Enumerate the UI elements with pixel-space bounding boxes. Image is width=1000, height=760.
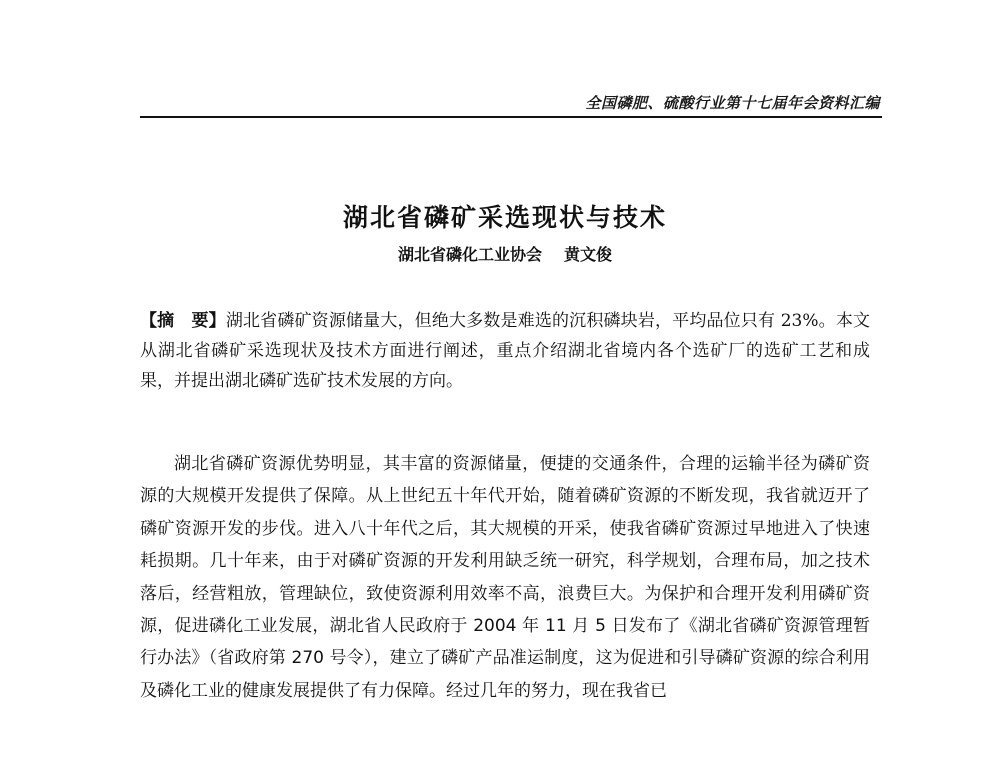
running-header: 全国磷肥、硫酸行业第十七届年会资料汇编	[585, 94, 880, 112]
abstract-label: 【摘 要】	[140, 311, 226, 331]
body-paragraph: 湖北省磷矿资源优势明显，其丰富的资源储量，便捷的交通条件，合理的运输半径为磷矿资源的大规模开发提供了保障。从上世纪五十年代开始，随着磷矿资源的不断发现，我省就迈开了磷矿资源开发的步伐。进入八十年代之后，其大规模的开采，使我省磷矿资源过早地进入了快速耗损期。几十年来，由于对磷矿资源的开发利用缺乏统一研究，科学规划，合理布局，加之技术落后，经营粗放，管理缺位，致使资源利用效率不高，浪费巨大。为保护和合理开发利用磷矿资源，促进磷化工业发展，湖北省人民政府于 2004 年 11 月 5 日发布了《湖北省磷矿资源管理暂行办法》（省政府第 270 号令），建立了磷矿产品准运制度，这为促进和引导磷矿资源的综合利用及磷化工业的健康发展提供了有力保障。经过几年的努力，现在我省已	[140, 454, 870, 701]
header-rule	[140, 116, 882, 118]
affiliation: 湖北省磷化工业协会	[397, 245, 542, 264]
author: 黄文俊	[564, 245, 613, 264]
abstract-text: 湖北省磷矿资源储量大，但绝大多数是难选的沉积磷块岩，平均品位只有 23%。本文从湖北省磷矿采选现状及技术方面进行阐述，重点介绍湖北省境内各个选矿厂的选矿工艺和成果，并提出湖北磷矿选矿技术发展的方向。	[140, 311, 871, 391]
article-title: 湖北省磷矿采选现状与技术	[342, 203, 667, 232]
byline	[0, 242, 1000, 265]
abstract	[140, 306, 870, 396]
